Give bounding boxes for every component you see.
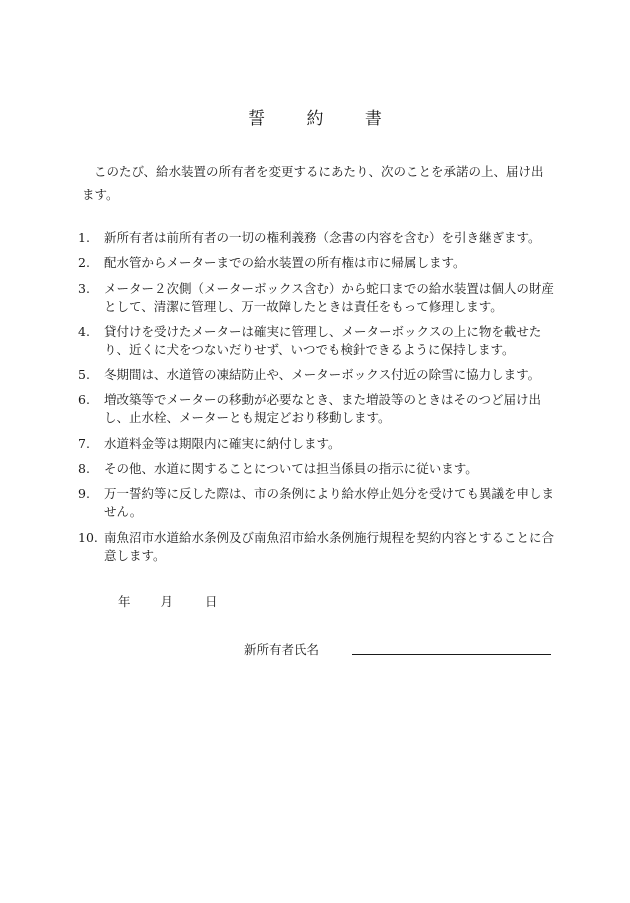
item-text: 新所有者は前所有者の一切の権利義務（念書の内容を含む）を引き継ぎます。: [104, 230, 541, 245]
item-text: 貸付けを受けたメーターは確実に管理し、メーターボックスの上に物を載せたり、近くに犬をつないだりせず、いつでも検針できるように保持します。: [104, 323, 542, 357]
item-number: 7.: [78, 435, 90, 451]
intro-paragraph: このたび、給水装置の所有者を変更するにあたり、次のことを承諾の上、届け出ます。: [82, 164, 544, 202]
date-month-label: 月: [160, 594, 174, 609]
list-item: [78, 529, 556, 565]
item-text: 配水管からメーターまでの給水装置の所有権は市に帰属します。: [104, 255, 466, 271]
date-day-label: 日: [205, 594, 218, 609]
list-item: [78, 229, 556, 247]
item-text: その他、水道に関することについては担当係員の指示に従います。: [104, 461, 478, 477]
list-item: [78, 366, 556, 384]
pledge-list: [78, 229, 556, 572]
signer-label: 新所有者氏名: [244, 642, 320, 657]
item-text: 冬期間は、水道管の凍結防止や、メーターボックス付近の除雪に協力します。: [104, 367, 541, 383]
list-item: [78, 280, 556, 316]
date-year-label: 年: [118, 594, 131, 609]
item-text: 南魚沼市水道給水条例及び南魚沼市給水条例施行規程を契約内容とすることに合意します。: [104, 529, 555, 563]
list-item: [78, 485, 556, 521]
item-number: 9.: [78, 486, 90, 502]
item-text: 増改築等でメーターの移動が必要なとき、また増設等のときはそのつど届け出し、止水栓、メーターとも規定どおり移動します。: [104, 392, 542, 426]
item-number: 10.: [78, 529, 98, 545]
list-item: [78, 323, 556, 359]
item-text: メーター２次側（メーターボックス含む）から蛇口までの給水装置は個人の財産として、清潔に管理し、万一故障したときは責任をもって修理します。: [104, 280, 554, 314]
list-item: [78, 391, 556, 427]
item-number: 6.: [78, 392, 90, 408]
title-char: 誓: [248, 109, 266, 129]
list-item: [78, 254, 556, 272]
title-char: 約: [306, 109, 324, 129]
signature-line[interactable]: [352, 654, 551, 655]
item-number: 2.: [78, 255, 90, 271]
item-text: 万一誓約等に反した際は、市の条例により給水停止処分を受けても異議を申しません。: [104, 486, 555, 520]
item-number: 5.: [78, 367, 90, 383]
item-number: 8.: [78, 461, 90, 477]
item-text: 水道料金等は期限内に確実に納付します。: [104, 435, 341, 451]
item-number: 1.: [78, 230, 90, 245]
item-number: 4.: [78, 323, 90, 339]
date-line: [118, 592, 218, 610]
item-number: 3.: [78, 280, 90, 296]
list-item: [78, 460, 556, 478]
list-item: [78, 435, 556, 453]
document-title: [0, 104, 630, 129]
title-char: 書: [364, 109, 382, 129]
